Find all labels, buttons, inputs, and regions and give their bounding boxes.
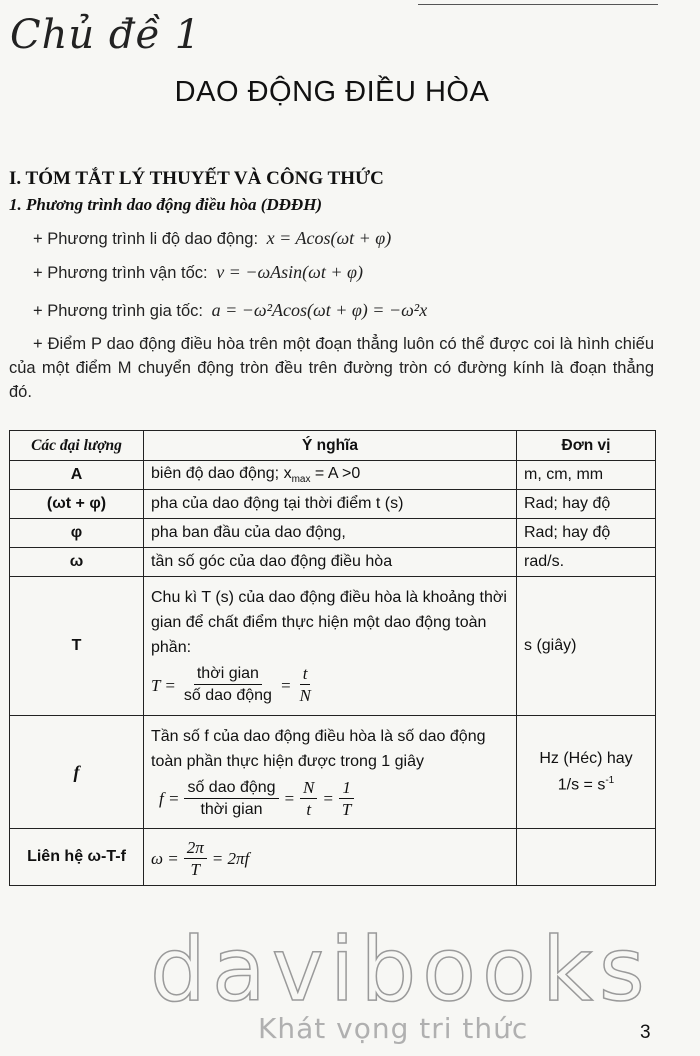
table-row xyxy=(10,577,656,716)
formula-math: v = −ωAsin(ωt + φ) xyxy=(216,262,363,282)
relation-formula xyxy=(151,838,509,881)
unit-line: Hz (Héc) hay xyxy=(539,749,633,767)
watermark-slogan: Khát vọng tri thức xyxy=(258,1012,529,1045)
unit-cell: Rad; hay độ xyxy=(517,519,656,548)
table-row xyxy=(10,519,656,548)
page-title: DAO ĐỘNG ĐIỀU HÒA xyxy=(174,76,490,108)
meaning-text: Tần số f của dao động điều hòa là số dao động toàn phần thực hiện được trong 1 giây xyxy=(151,727,486,770)
unit-text: 1/s = s xyxy=(557,776,606,794)
header-unit: Đơn vị xyxy=(517,431,656,461)
meaning-cell xyxy=(144,829,517,886)
unit-cell: Rad; hay độ xyxy=(517,490,656,519)
equals-sign: = xyxy=(283,789,296,808)
formula-label: + Phương trình gia tốc: xyxy=(33,302,204,320)
meaning-cell: pha ban đầu của dao động, xyxy=(144,519,517,548)
meaning-cell xyxy=(144,461,517,490)
quantity-cell: A xyxy=(10,461,144,490)
quantity-cell: (ωt + φ) xyxy=(10,490,144,519)
unit-superscript: -1 xyxy=(605,774,615,786)
section-heading: I. TÓM TẮT LÝ THUYẾT VÀ CÔNG THỨC xyxy=(9,168,384,189)
quantity-cell: ω xyxy=(10,548,144,577)
chapter-label: Chủ đề 1 xyxy=(10,12,202,58)
equals-sign: = xyxy=(322,789,334,808)
table-row xyxy=(10,716,656,829)
formula-lhs: T = xyxy=(151,675,176,695)
fraction-numerator: t xyxy=(300,664,311,685)
quantity-cell: φ xyxy=(10,519,144,548)
relation-label: Liên hệ ω-T-f xyxy=(27,848,126,865)
unit-line xyxy=(524,770,648,796)
meaning-cell: pha của dao động tại thời điểm t (s) xyxy=(144,490,517,519)
table-row xyxy=(10,461,656,490)
formula-math: a = −ω²Acos(ωt + φ) = −ω²x xyxy=(211,300,428,320)
formula-label: + Phương trình li độ dao động: xyxy=(33,230,259,248)
fraction-denominator: T xyxy=(341,799,352,819)
quantity-cell: T xyxy=(10,577,144,716)
quantity-cell: f xyxy=(10,716,144,829)
unit-cell xyxy=(517,716,656,829)
meaning-text: biên độ dao động; x xyxy=(151,464,292,482)
fraction-denominator: N xyxy=(299,686,311,705)
top-rule xyxy=(418,4,658,5)
fraction-numerator: thời gian xyxy=(194,664,262,685)
formula-label: + Phương trình vận tốc: xyxy=(33,264,208,282)
fraction xyxy=(300,778,317,821)
unit-cell xyxy=(517,829,656,886)
sub-heading: 1. Phương trình dao động điều hòa (DĐĐH) xyxy=(9,195,323,214)
table-row xyxy=(10,548,656,577)
frequency-formula xyxy=(159,778,509,821)
header-quantity: Các đại lượng xyxy=(10,431,144,461)
table-header-row xyxy=(10,431,656,461)
watermark-logo: davibooks xyxy=(150,918,651,1021)
formula-rhs: = 2πf xyxy=(211,849,250,868)
unit-cell: m, cm, mm xyxy=(517,461,656,490)
fraction-numerator: số dao động xyxy=(184,778,278,799)
fraction xyxy=(184,778,278,821)
fraction-numerator: 1 xyxy=(339,778,354,799)
formula-lhs: ω = xyxy=(151,849,179,868)
fraction xyxy=(339,778,354,821)
meaning-text: = A >0 xyxy=(310,464,361,482)
note-paragraph: + Điểm P dao động điều hòa trên một đoạn thẳng luôn có thể được coi là hình chiếu của một điểm M chuyển động tròn đều trên đường tròn có đường kính là đoạn thẳng đó. xyxy=(9,335,654,401)
meaning-cell: tần số góc của dao động điều hòa xyxy=(144,548,517,577)
formula-lhs: f = xyxy=(159,789,180,808)
formula-math: x = Acos(ωt + φ) xyxy=(266,228,392,248)
formula-position xyxy=(33,228,391,249)
fraction xyxy=(181,664,275,707)
meaning-text: Chu kì T (s) của dao động điều hòa là khoảng thời gian để chất điểm thực hiện một dao động toàn phần: xyxy=(151,589,507,656)
fraction-denominator: số dao động xyxy=(183,687,272,704)
unit-cell: s (giây) xyxy=(517,577,656,716)
fraction xyxy=(296,664,313,707)
unit-cell: rad/s. xyxy=(517,548,656,577)
table-row xyxy=(10,829,656,886)
period-formula xyxy=(151,664,509,707)
fraction-denominator: T xyxy=(190,859,200,879)
fraction-denominator: t xyxy=(306,799,312,819)
table-row xyxy=(10,490,656,519)
formula-velocity xyxy=(33,262,363,283)
fraction-numerator: N xyxy=(300,778,317,799)
fraction xyxy=(184,838,207,881)
fraction-numerator: 2π xyxy=(184,838,207,859)
equals-sign: = xyxy=(279,675,292,695)
page-number: 3 xyxy=(640,1022,651,1043)
formula-acceleration xyxy=(33,300,427,321)
meaning-cell xyxy=(144,577,517,716)
header-meaning: Ý nghĩa xyxy=(144,431,517,461)
subscript-max: max xyxy=(291,474,311,486)
quantity-cell xyxy=(10,829,144,886)
meaning-cell xyxy=(144,716,517,829)
fraction-denominator: thời gian xyxy=(200,800,263,818)
quantities-table xyxy=(9,430,656,886)
